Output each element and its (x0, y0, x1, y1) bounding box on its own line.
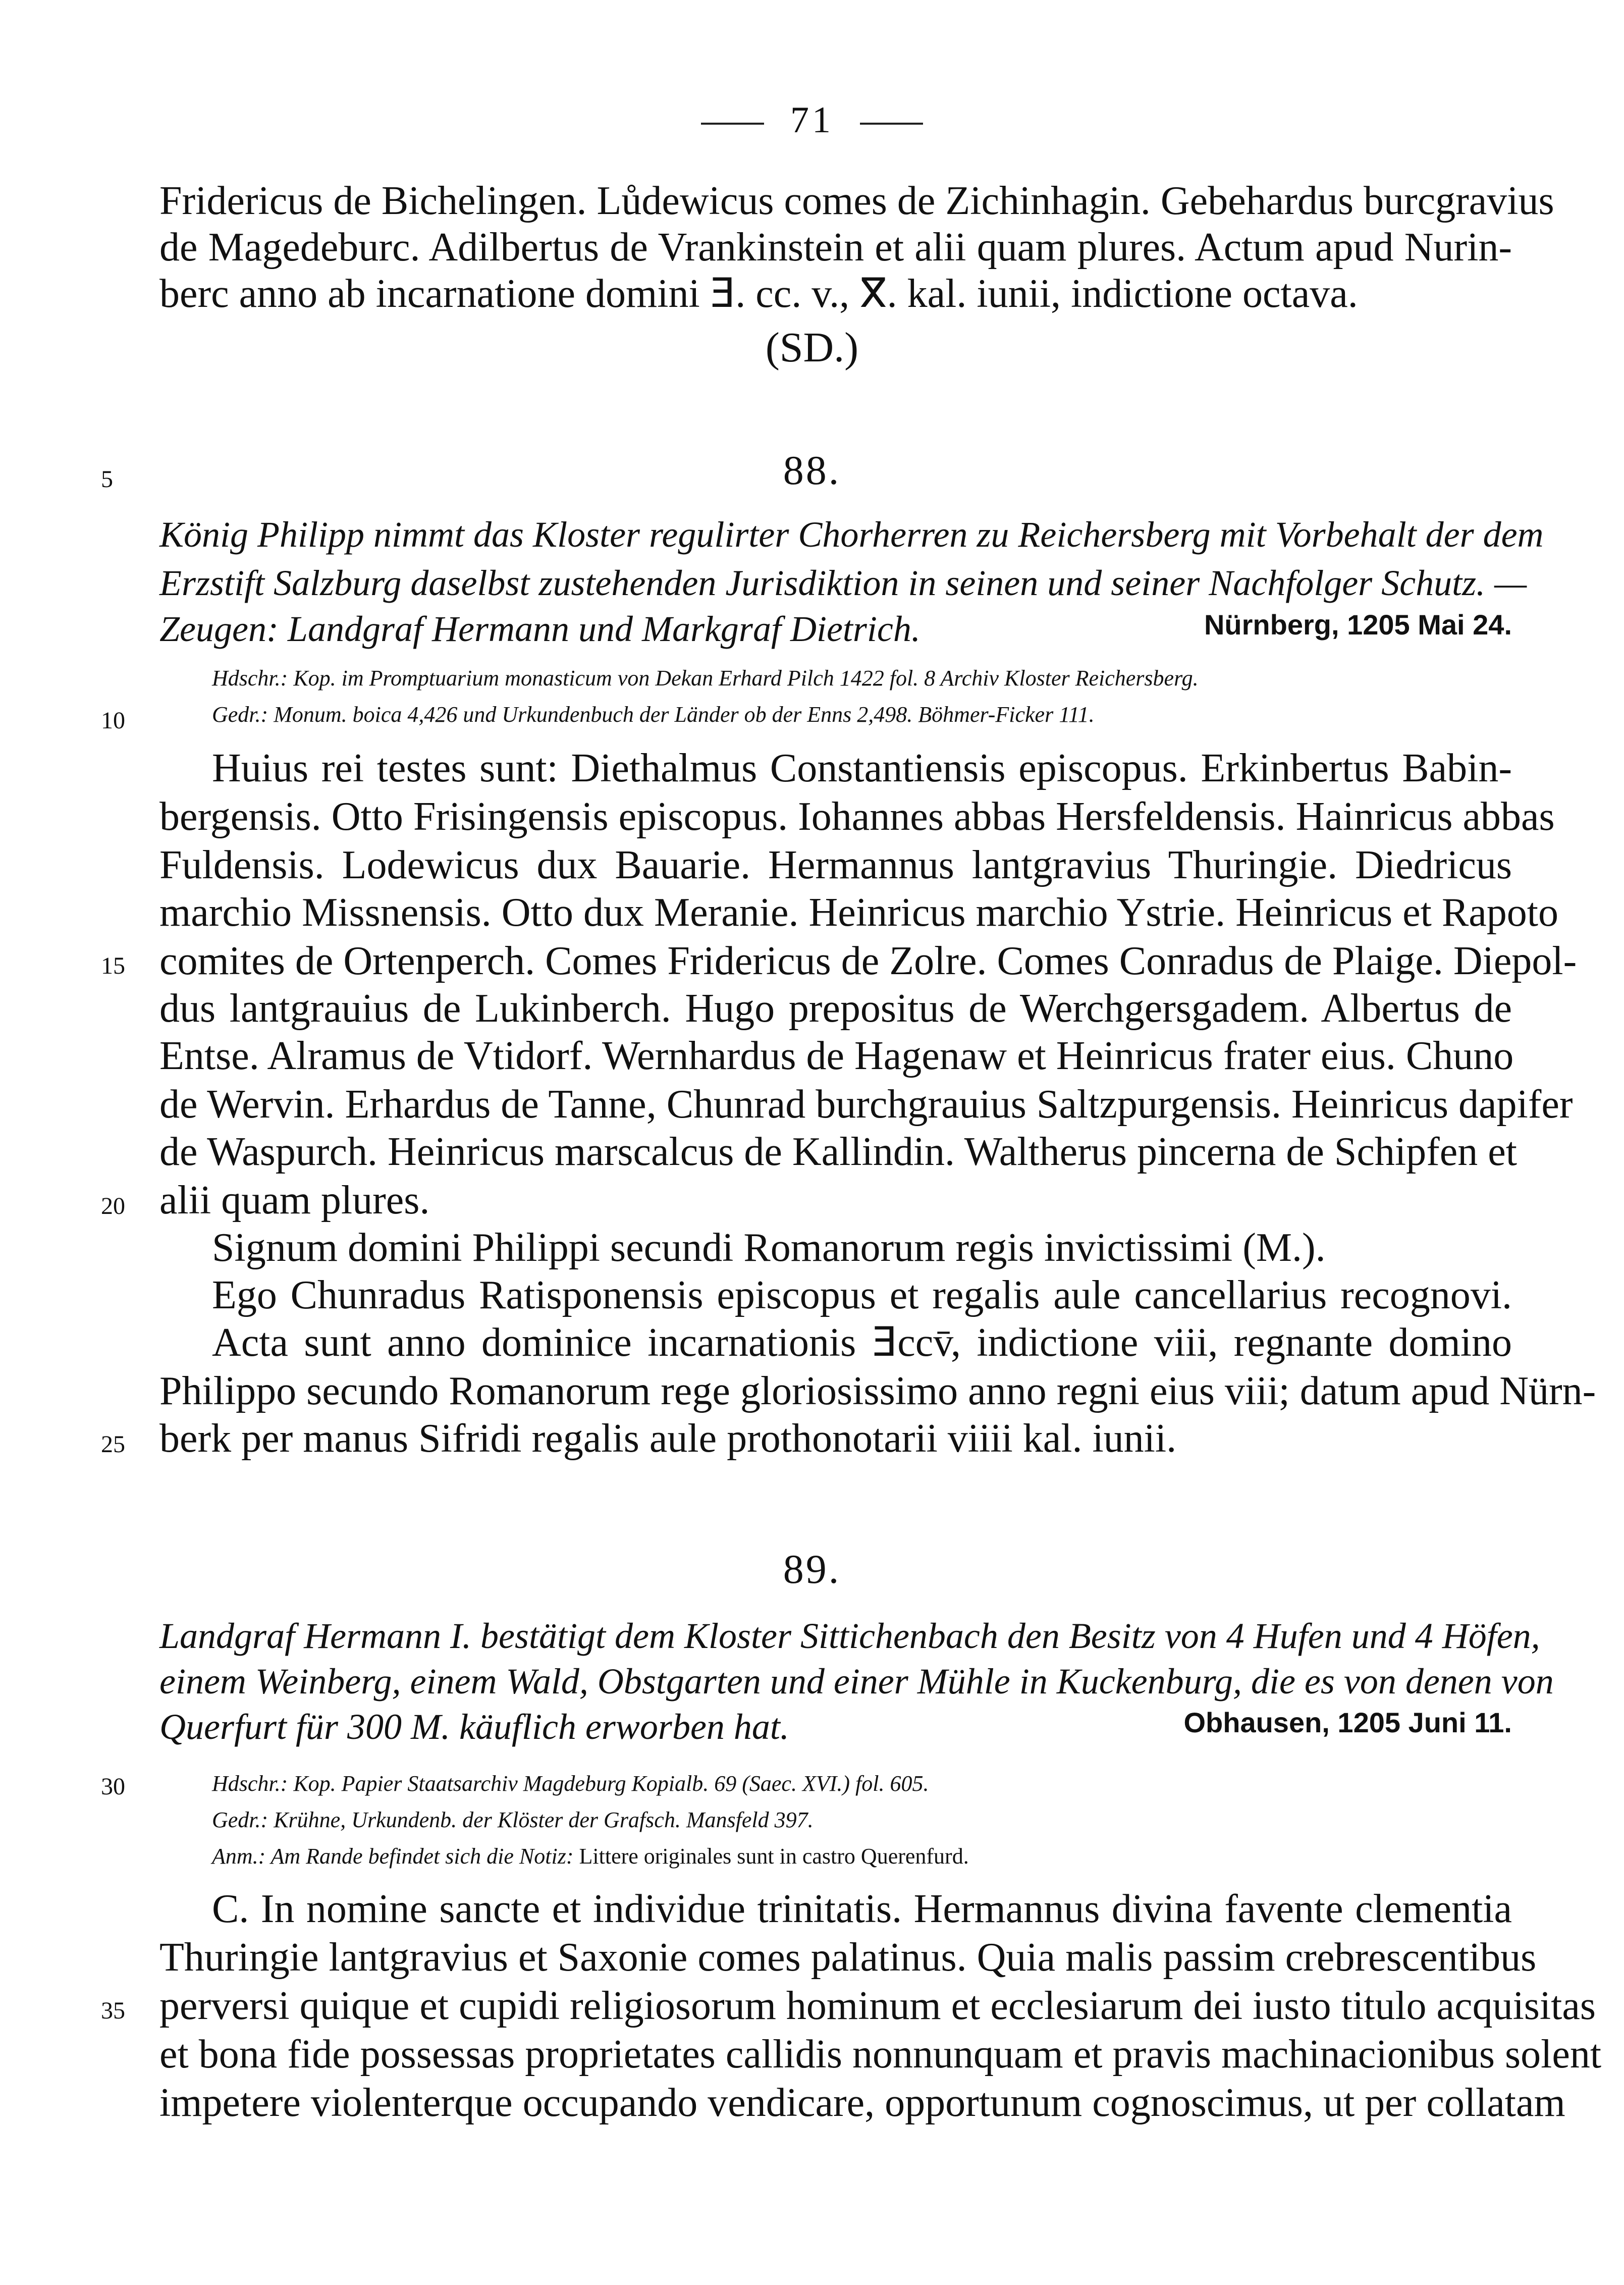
text-line: de Magedeburc. Adilbertus de Vrankinstein et alii quam plures. Actum apud Nurin- (159, 225, 1512, 270)
text-line: de Wervin. Erhardus de Tanne, Chunrad burchgrauius Saltzpurgensis. Heinricus dapifer (159, 1082, 1573, 1127)
header-rule-right (860, 123, 923, 125)
regest-line: König Philipp nimmt das Kloster regulirter Chorherren zu Reichersberg mit Vorbehalt der dem (159, 514, 1544, 555)
text-line: dus lantgrauius de Lukinberch. Hugo prepositus de Werchgersgadem. Albertus de (159, 986, 1512, 1031)
document-number: 88. (783, 447, 841, 493)
page-number: 71 (790, 99, 834, 141)
text-line: alii quam plures. (159, 1178, 430, 1223)
regest-line: Erzstift Salzburg daselbst zustehenden Jurisdiktion in seinen und seiner Nachfolger Schutz. — (159, 563, 1527, 603)
text-line: berc anno ab incarnatione domini ⴺ. cc. v., ⴳ. kal. iunii, indictione octava. (159, 272, 1358, 316)
source-note: Gedr.: Krühne, Urkundenb. der Klöster der Grafsch. Mansfeld 397. (212, 1808, 814, 1832)
line-number: 25 (101, 1431, 125, 1458)
line-number: 10 (101, 707, 125, 734)
regest-line: einem Weinberg, einem Wald, Obstgarten und einer Mühle in Kuckenburg, die es von denen von (159, 1661, 1554, 1702)
text-line: Fridericus de Bichelingen. Lůdewicus comes de Zichinhagin. Gebehardus burcgravius (159, 179, 1554, 223)
regest-line-last (159, 608, 1512, 650)
text-line: Fuldensis. Lodewicus dux Bauarie. Hermannus lantgravius Thuringie. Diedricus (159, 843, 1512, 887)
line-number: 15 (101, 952, 125, 979)
text-line: berk per manus Sifridi regalis aule prothonotarii viiii kal. iunii. (159, 1416, 1177, 1461)
regest-text: Querfurt für 300 M. käuflich erworben hat. (159, 1707, 789, 1747)
line-number: 5 (101, 466, 113, 493)
text-line: marchio Missnensis. Otto dux Meranie. Heinricus marchio Ystrie. Heinricus et Rapoto (159, 890, 1558, 935)
regest-line: Landgraf Hermann I. bestätigt dem Kloster Sittichenbach den Besitz von 4 Hufen und 4 Höfen, (159, 1616, 1540, 1656)
line-number: 30 (101, 1773, 125, 1800)
place-date: Nürnberg, 1205 Mai 24. (1204, 609, 1512, 641)
text-line: Acta sunt anno dominice incarnationis ⴺccv̄, indictione viii, regnante domino (212, 1320, 1512, 1365)
source-note: Hdschr.: Kop. Papier Staatsarchiv Magdeburg Kopialb. 69 (Saec. XVI.) fol. 605. (212, 1771, 929, 1796)
place-date: Obhausen, 1205 Juni 11. (1183, 1707, 1512, 1738)
text-line: bergensis. Otto Frisingensis episcopus. Iohannes abbas Hersfeldensis. Hainricus abbas (159, 794, 1555, 839)
text-line: Signum domini Philippi secundi Romanorum regis invictissimi (M.). (212, 1226, 1326, 1270)
source-note (212, 1843, 969, 1869)
text-line: C. In nomine sancte et individue trinitatis. Hermannus divina favente clementia (212, 1887, 1512, 1931)
text-line: comites de Ortenperch. Comes Fridericus de Zolre. Comes Conradus de Plaige. Diepol- (159, 939, 1577, 983)
line-number: 35 (101, 1997, 125, 2024)
note-label: Anm.: Am Rande befindet sich die Notiz: (212, 1844, 574, 1869)
line-number: 20 (101, 1193, 125, 1219)
text-line: Thuringie lantgravius et Saxonie comes palatinus. Quia malis passim crebrescentibus (159, 1935, 1537, 1980)
text-line: impetere violenterque occupando vendicare, opportunum cognoscimus, ut per collatam (159, 2081, 1565, 2125)
text-line: perversi quique et cupidi religiosorum hominum et ecclesiarum dei iusto titulo acquisitas (159, 1984, 1596, 2028)
text-line: Entse. Alramus de Vtidorf. Wernhardus de Hagenaw et Heinricus frater eius. Chuno (159, 1034, 1514, 1078)
page-header (0, 99, 1624, 142)
text-line: Philippo secundo Romanorum rege gloriosissimo anno regni eius viii; datum apud Nürn- (159, 1369, 1596, 1413)
signature-mark: (SD.) (765, 324, 859, 371)
text-line: et bona fide possessas proprietates callidis nonnunquam et pravis machinacionibus solent (159, 2032, 1602, 2077)
text-line: Huius rei testes sunt: Diethalmus Constantiensis episcopus. Erkinbertus Babin- (212, 746, 1512, 790)
note-quote: Littere originales sunt in castro Querenfurd. (579, 1844, 969, 1869)
text-line: de Waspurch. Heinricus marscalcus de Kallindin. Waltherus pincerna de Schipfen et (159, 1130, 1517, 1174)
text-line: Ego Chunradus Ratisponensis episcopus et regalis aule cancellarius recognovi. (212, 1273, 1512, 1317)
regest-text: Zeugen: Landgraf Hermann und Markgraf Dietrich. (159, 609, 921, 649)
document-number: 89. (783, 1546, 841, 1592)
source-note: Hdschr.: Kop. im Promptuarium monasticum von Dekan Erhard Pilch 1422 fol. 8 Archiv Kloster Reichersberg. (212, 666, 1199, 690)
regest-line-last (159, 1706, 1512, 1748)
header-rule-left (701, 123, 764, 125)
source-note: Gedr.: Monum. boica 4,426 und Urkundenbuch der Länder ob der Enns 2,498. Böhmer-Ficker 111. (212, 702, 1095, 727)
